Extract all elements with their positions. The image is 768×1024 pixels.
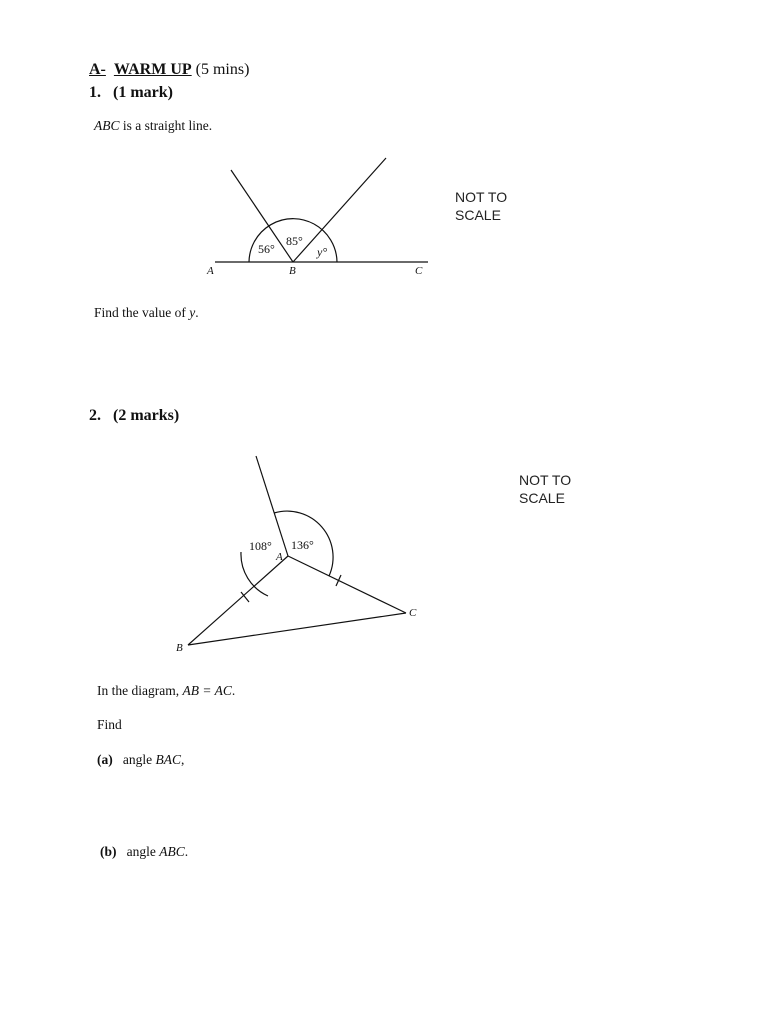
q2-side-ab [188, 556, 288, 645]
q1-note-line1: NOT TO [455, 189, 508, 205]
part-b-label: (b) [100, 844, 117, 859]
part-b-var: ABC [159, 844, 185, 859]
q2-label-a: A [276, 551, 283, 563]
question-1-number: 1. [89, 84, 101, 101]
part-a-end: , [181, 752, 185, 767]
q2-given-end: . [231, 683, 236, 698]
q1-prompt-end: . [195, 305, 199, 320]
q1-note-line2: SCALE [455, 207, 501, 223]
q2-note-line2: SCALE [519, 490, 565, 506]
q1-angle-85: 85° [286, 234, 303, 248]
part-a-label: (a) [97, 752, 113, 767]
q2-label-c: C [409, 607, 417, 619]
part-a-var: BAC [155, 752, 181, 767]
q2-angle-arc-left [241, 552, 268, 596]
section-duration: (5 mins) [195, 61, 250, 78]
q2-note-line1: NOT TO [519, 472, 572, 488]
part-a-text: angle [122, 752, 153, 767]
statement-var: ABC [94, 118, 120, 133]
q1-label-a: A [207, 265, 214, 277]
q1-angle-y: y° [317, 245, 328, 259]
q2-label-b: B [176, 642, 183, 654]
question-1-marks: (1 mark) [113, 84, 173, 101]
question-2-marks: (2 marks) [113, 407, 180, 424]
q1-label-c: C [415, 265, 423, 277]
part-b-text: angle [126, 844, 156, 859]
q1-label-b: B [289, 265, 296, 277]
q2-side-ac [288, 556, 406, 613]
question-2-number: 2. [89, 407, 101, 424]
q2-given-eq: AB = AC [182, 683, 232, 698]
statement-text: is a straight line. [122, 118, 213, 133]
q2-side-bc [188, 613, 406, 645]
section-label: A- [89, 61, 106, 78]
q2-angle-108: 108° [249, 539, 272, 553]
question-2-find: Find [97, 717, 122, 732]
q1-prompt-var: y [189, 305, 196, 320]
q2-tick-ac [336, 575, 341, 586]
q2-angle-136: 136° [291, 538, 314, 552]
q1-prompt-text: Find the value of [94, 305, 186, 320]
q1-angle-56: 56° [258, 242, 275, 256]
part-b-end: . [184, 844, 189, 859]
section-title: WARM UP [113, 61, 192, 78]
q2-given-text: In the diagram, [97, 683, 180, 698]
q1-ray-right [293, 158, 386, 262]
